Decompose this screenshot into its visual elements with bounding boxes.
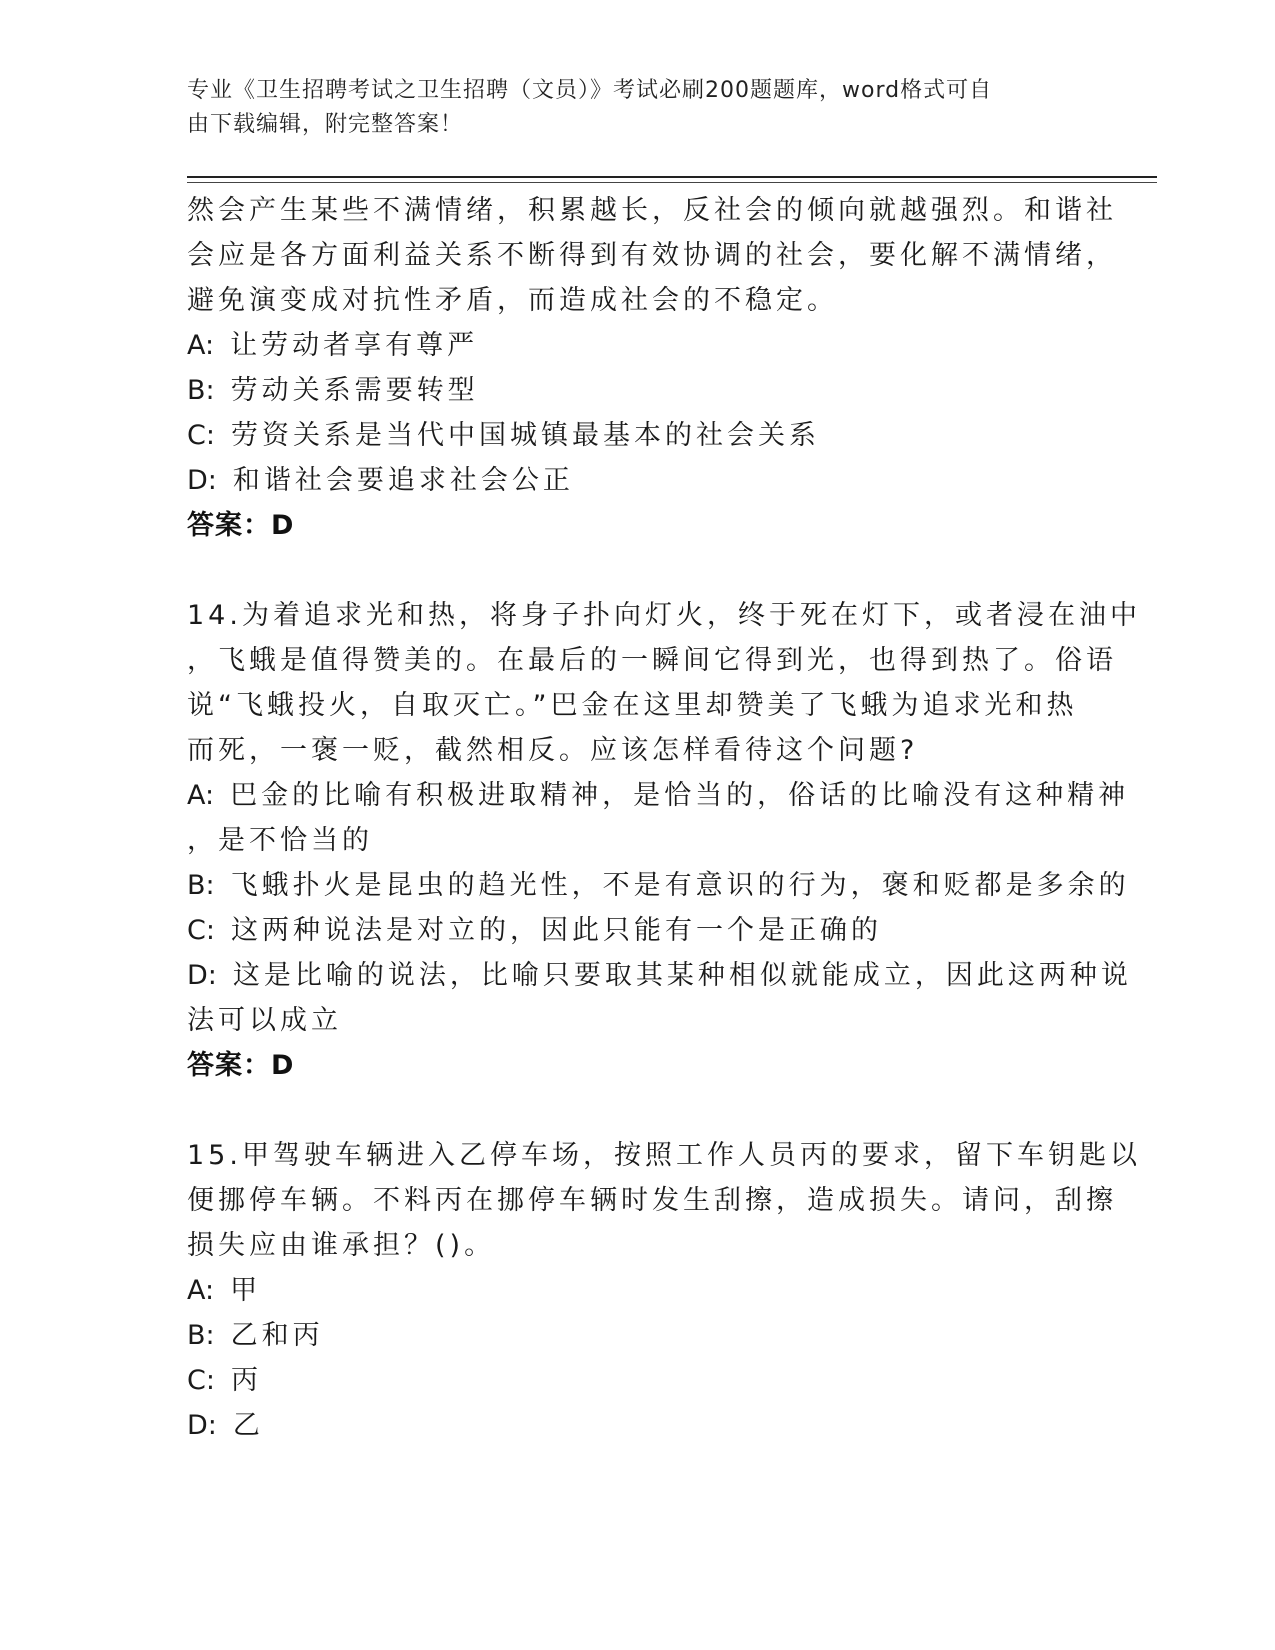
question-stem-line: 15.甲驾驶车辆进入乙停车场，按照工作人员丙的要求，留下车钥匙以	[187, 1140, 1141, 1171]
header-rule-thick	[187, 176, 1157, 178]
option-d	[187, 1403, 1087, 1448]
option-text: 让劳动者享有尊严	[230, 330, 479, 361]
question-stem-line: 14.为着追求光和热，将身子扑向灯火，终于死在灯下，或者浸在油中	[187, 600, 1141, 631]
question-stem-line: 然会产生某些不满情绪，积累越长，反社会的倾向就越强烈。和谐社	[187, 195, 1117, 226]
option-text: 飞蛾扑火是昆虫的趋光性，不是有意识的行为，褒和贬都是多余的	[230, 870, 1130, 901]
question-stem-line: 避免演变成对抗性矛盾，而造成社会的不稳定。	[187, 285, 838, 316]
question-15	[187, 1133, 1141, 1448]
option-text: 劳动关系需要转型	[230, 375, 479, 406]
option-label: B:	[187, 870, 215, 901]
option-b	[187, 1313, 1087, 1358]
question-stem-line: 而死，一褒一贬，截然相反。应该怎样看待这个问题?	[187, 735, 919, 766]
header-line-1: 专业《卫生招聘考试之卫生招聘（文员）》考试必刷200题题库，word格式可自	[187, 78, 993, 103]
option-label: A:	[187, 780, 215, 811]
option-c	[187, 413, 1087, 458]
header-line-2: 由下载编辑，附完整答案！	[187, 112, 464, 137]
option-b	[187, 863, 1130, 908]
option-b	[187, 368, 1087, 413]
option-label: C:	[187, 420, 215, 451]
option-text: 巴金的比喻有积极进取精神，是恰当的，俗话的比喻没有这种精神	[230, 780, 1130, 811]
question-14	[187, 593, 1141, 1088]
option-label: A:	[187, 1275, 215, 1306]
question-spacer	[187, 1088, 1087, 1133]
option-d	[187, 953, 1132, 998]
option-a	[187, 773, 1130, 818]
option-label: C:	[187, 1365, 215, 1396]
option-label: C:	[187, 915, 215, 946]
header-rule-thin	[187, 182, 1157, 183]
option-d	[187, 458, 1087, 503]
option-text: 甲	[230, 1275, 262, 1306]
document-header	[187, 74, 1067, 142]
option-label: B:	[187, 1320, 215, 1351]
option-text: 劳资关系是当代中国城镇最基本的社会关系	[230, 420, 820, 451]
option-text: 乙	[232, 1410, 264, 1441]
option-text: 丙	[230, 1365, 262, 1396]
question-stem-line: ，飞蛾是值得赞美的。在最后的一瞬间它得到光，也得到热了。俗语	[187, 645, 1117, 676]
option-a	[187, 323, 1087, 368]
answer-line: 答案：D	[187, 1050, 295, 1081]
question-spacer	[187, 548, 1087, 593]
option-label: D:	[187, 465, 217, 496]
option-c	[187, 1358, 1087, 1403]
option-label: D:	[187, 960, 217, 991]
option-a	[187, 1268, 1087, 1313]
option-text: 乙和丙	[230, 1320, 324, 1351]
option-label: B:	[187, 375, 215, 406]
option-text: 这两种说法是对立的，因此只能有一个是正确的	[230, 915, 882, 946]
question-stem-line: 损失应由谁承担？()。	[187, 1230, 496, 1261]
question-stem-line: 会应是各方面利益关系不断得到有效协调的社会，要化解不满情绪，	[187, 240, 1117, 271]
option-text: 这是比喻的说法，比喻只要取其某种相似就能成立，因此这两种说	[232, 960, 1132, 991]
question-stem-line: 便挪停车辆。不料丙在挪停车辆时发生刮擦，造成损失。请问，刮擦	[187, 1185, 1117, 1216]
question-13	[187, 188, 1117, 548]
answer-line: 答案：D	[187, 510, 295, 541]
question-stem-line: 说“飞蛾投火，自取灭亡。”巴金在这里却赞美了飞蛾为追求光和热	[187, 690, 1078, 721]
option-label: A:	[187, 330, 215, 361]
option-continuation: 法可以成立	[187, 1005, 342, 1036]
option-continuation: ，是不恰当的	[187, 825, 373, 856]
document-content	[187, 188, 1141, 1448]
option-text: 和谐社会要追求社会公正	[232, 465, 574, 496]
option-label: D:	[187, 1410, 217, 1441]
option-c	[187, 908, 1087, 953]
